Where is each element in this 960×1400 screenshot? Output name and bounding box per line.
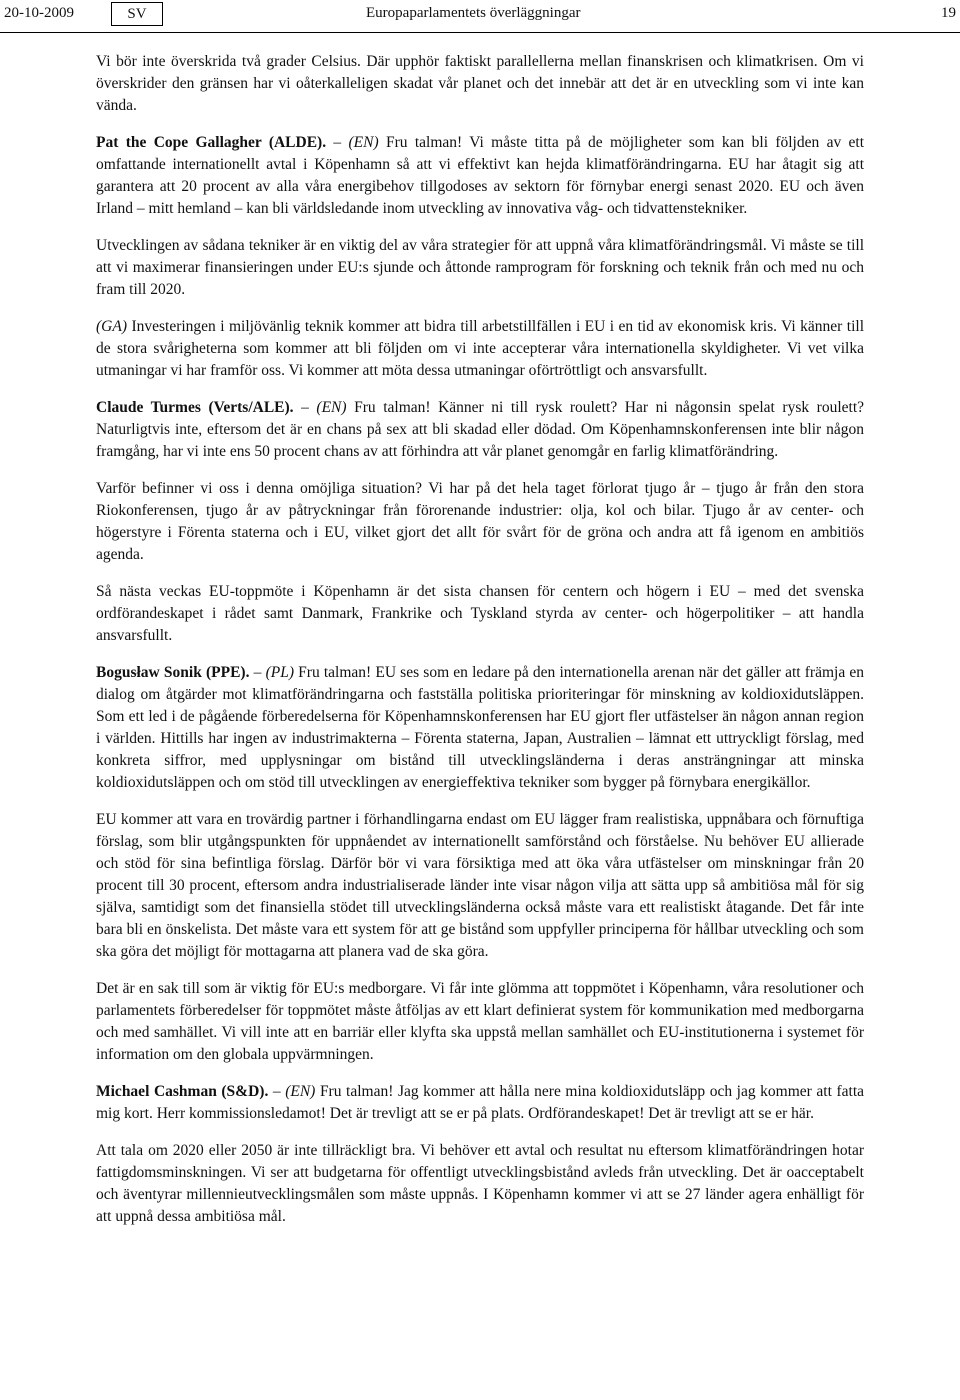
language-code: (GA) bbox=[96, 318, 127, 335]
speaker-name: Bogusław Sonik (PPE). bbox=[96, 664, 250, 681]
paragraph: Michael Cashman (S&D). – (EN) Fru talman! Jag kommer att hålla nere mina koldioxidutsläpp och jag kommer att fatta mig kort. Herr kommissionsledamot! Det är trevligt att se er på plats. Ordförandeskapet! Det är trevligt att se er här. bbox=[96, 1083, 865, 1122]
paragraph-text: Fru talman! Känner ni till rysk roulett? Har ni någonsin spelat rysk roulett? Naturligtvis inte, eftersom det är en chans på sex att bli skadad eller dödad. Om Köpenhamnskonferensen inte blir någon framgång, har vi inte ens 50 procent chans av att förhindra att vår planet genomgår en farlig klimatförändring. bbox=[96, 399, 865, 460]
paragraph-text: Att tala om 2020 eller 2050 är inte tillräckligt bra. Vi behöver ett avtal och resultat nu eftersom klimatförändringen hotar fattigdomsminskningen. Vi ser att budgetarna för offentligt utvecklingsbistånd avleds från utveckling. Det är oacceptabelt och äventyrar millennieutvecklingsmålen som måste uppnås. I Köpenhamn kommer vi att se 27 länder agera enhälligt för att uppnå dessa ambitiösa mål. bbox=[96, 1142, 864, 1225]
language-code: (EN) bbox=[316, 399, 347, 416]
paragraph: Claude Turmes (Verts/ALE). – (EN) Fru talman! Känner ni till rysk roulett? Har ni någonsin spelat rysk roulett? Naturligtvis inte, eftersom det är en chans på sex att bli skadad eller dödad. Om Köpenhamnskonferensen inte blir någon framgång, har vi inte ens 50 procent chans av att förhindra att vår planet genomgår en farlig klimatförändring. bbox=[96, 399, 865, 460]
paragraph-text: Investeringen i miljövänlig teknik kommer att bidra till arbetstillfällen i EU i en tid av ekonomisk kris. Vi känner till de stora svårigheterna som kommer att bli följden om vi inte accepterar våra internationella skyldigheter. Vi vet vilka utmaningar vi har framför oss. Vi kommer att möta dessa utmaningar oförtröttligt och ansvarsfullt. bbox=[96, 318, 865, 379]
paragraph bbox=[96, 581, 864, 647]
paragraph-text: Så nästa veckas EU-toppmöte i Köpenhamn är det sista chansen för centern och högern i EU – med det svenska ordförandeskapet i rådet samt Danmark, Frankrike och Tyskland styrda av center- och högerpolitiker – att handla ansvarsfullt. bbox=[96, 583, 864, 644]
speaker-name: Claude Turmes (Verts/ALE). bbox=[96, 399, 294, 416]
speaker-name: Pat the Cope Gallagher (ALDE). bbox=[96, 134, 327, 151]
paragraph bbox=[96, 51, 864, 117]
language-badge: SV bbox=[111, 2, 163, 26]
paragraph bbox=[96, 235, 864, 301]
paragraph-text: Varför befinner vi oss i denna omöjliga situation? Vi har på det hela taget förlorat tjugo år – tjugo år från den stora Riokonferensen, tjugo år av påtryckningar från förorenande industrier: olja, kol och bilar. Tjugo år av center- och högerstyre i Förenta staterna och i EU, vilket gjort det allt för svårt för de gröna och andra att få igenom en ambitiös agenda. bbox=[96, 480, 864, 563]
paragraph-text: Det är en sak till som är viktig för EU:s medborgare. Vi får inte glömma att toppmötet i Köpenhamn, våra resolutioner och parlamentets förberedelser för toppmötet måste åtföljas av ett klart definierat system för kommunikation med medborgarna och med samhället. Vi vill inte att en barriär eller klyfta ska uppstå mellan samhället och EU-institutionerna i systemet för information om den globala uppvärmningen. bbox=[96, 980, 864, 1063]
header-date: 20-10-2009 bbox=[4, 5, 74, 21]
document-body bbox=[96, 51, 864, 1243]
paragraph bbox=[96, 1140, 864, 1228]
paragraph bbox=[96, 478, 864, 566]
paragraph bbox=[96, 316, 864, 382]
paragraph-text: Utvecklingen av sådana tekniker är en viktig del av våra strategier för att uppnå våra klimatförändringsmål. Vi måste se till att vi maximerar finansieringen under EU:s sjunde och åttonde ramprogram för forskning och teknik från och med nu och fram till 2020. bbox=[96, 237, 864, 298]
paragraph-text: Vi bör inte överskrida två grader Celsius. Där upphör faktiskt parallellerna mellan finanskrisen och klimatkrisen. Om vi överskrider den gränsen har vi oåterkalleligen skadat vår planet och det innebär att det är en utveckling som vi inte kan vända. bbox=[96, 53, 864, 114]
paragraph-text: Fru talman! Vi måste titta på de möjligheter som kan bli följden av ett omfattande internationellt avtal i Köpenhamn så att vi effektivt kan hejda klimatförändringarna. EU har åtagit sig att garantera att 20 procent av alla våra energibehov tillgodoses av sektorn för förnybar energi senast 2020. EU och även Irland – mitt hemland – kan bli världsledande inom utveckling av innovativa våg- och tidvattenstekniker. bbox=[96, 134, 865, 217]
paragraph: Bogusław Sonik (PPE). – (PL) Fru talman! EU ses som en ledare på den internationella arenan när det gäller att främja en dialog om åtgärder mot klimatförändringarna och fastställa politiska prioriteringar för minskning av koldioxidutsläppen. Som ett led i de pågående förberedelserna för Köpenhamnskonferensen har EU gjort fler utfästelser än någon annan region i världen. Hittills har ingen av industrimakterna – Förenta staterna, Japan, Australien – lämnat ett uttryckligt förslag, med konkreta siffror, med upplysningar om bistånd till utvecklingsländerna i deras ansträngningar att minska koldioxidutsläppen och om stöd till utvecklingen av energieffektiva tekniker som bygger på förnybara energikällor. bbox=[96, 664, 865, 791]
language-code: (PL) bbox=[265, 664, 294, 681]
header-title: Europaparlamentets överläggningar bbox=[366, 5, 581, 21]
paragraph bbox=[96, 978, 864, 1066]
page-header bbox=[0, 0, 960, 33]
paragraph-text: Fru talman! Jag kommer att hålla nere mina koldioxidutsläpp och jag kommer att fatta mig kort. Herr kommissionsledamot! Det är trevligt att se er på plats. Ordförandeskapet! Det är trevligt att se er här. bbox=[96, 1083, 865, 1122]
paragraph-text: EU kommer att vara en trovärdig partner i förhandlingarna endast om EU lägger fram realistiska, uppnåbara och förnuftiga förslag, som blir utgångspunkten för uppnåendet av internationellt samförstånd och förståelse. Nu behöver EU allierade och stöd för sina befintliga förslag. Därför bör vi vara försiktiga med att öka våra utfästelser om minskningar från 20 procent till 30 procent, eftersom andra industrialiserade länder inte visar någon vilja att sätta upp så ambitiösa mål för sig själva, samtidigt som det finansiella stödet till utvecklingsländerna också måste vara ett realistiskt åtagande. Det får inte bara bli en önskelista. Det måste vara ett system för att ge bistånd som uppfyller principerna för hållbar utveckling och som ska göra det möjligt för mottagarna att planera vad de ska göra. bbox=[96, 811, 864, 960]
paragraph bbox=[96, 809, 864, 963]
speaker-name: Michael Cashman (S&D). bbox=[96, 1083, 269, 1100]
paragraph: Pat the Cope Gallagher (ALDE). – (EN) Fru talman! Vi måste titta på de möjligheter som kan bli följden av ett omfattande internationellt avtal i Köpenhamn så att vi effektivt kan hejda klimatförändringarna. EU har åtagit sig att garantera att 20 procent av alla våra energibehov tillgodoses av sektorn för förnybar energi senast 2020. EU och även Irland – mitt hemland – kan bli världsledande inom utveckling av innovativa våg- och tidvattenstekniker. bbox=[96, 134, 865, 217]
page-number: 19 bbox=[941, 5, 956, 21]
paragraph-text: Fru talman! EU ses som en ledare på den internationella arenan när det gäller att främja en dialog om åtgärder mot klimatförändringarna och fastställa politiska prioriteringar för minskning av koldioxidutsläppen. Som ett led i de pågående förberedelserna för Köpenhamnskonferensen har EU gjort fler utfästelser än någon annan region i världen. Hittills har ingen av industrimakterna – Förenta staterna, Japan, Australien – lämnat ett uttryckligt förslag, med konkreta siffror, med upplysningar om bistånd till utvecklingsländerna i deras ansträngningar att minska koldioxidutsläppen och om stöd till utvecklingen av energieffektiva tekniker som bygger på förnybara energikällor. bbox=[96, 664, 865, 791]
language-code: (EN) bbox=[285, 1083, 316, 1100]
language-code: (EN) bbox=[348, 134, 379, 151]
